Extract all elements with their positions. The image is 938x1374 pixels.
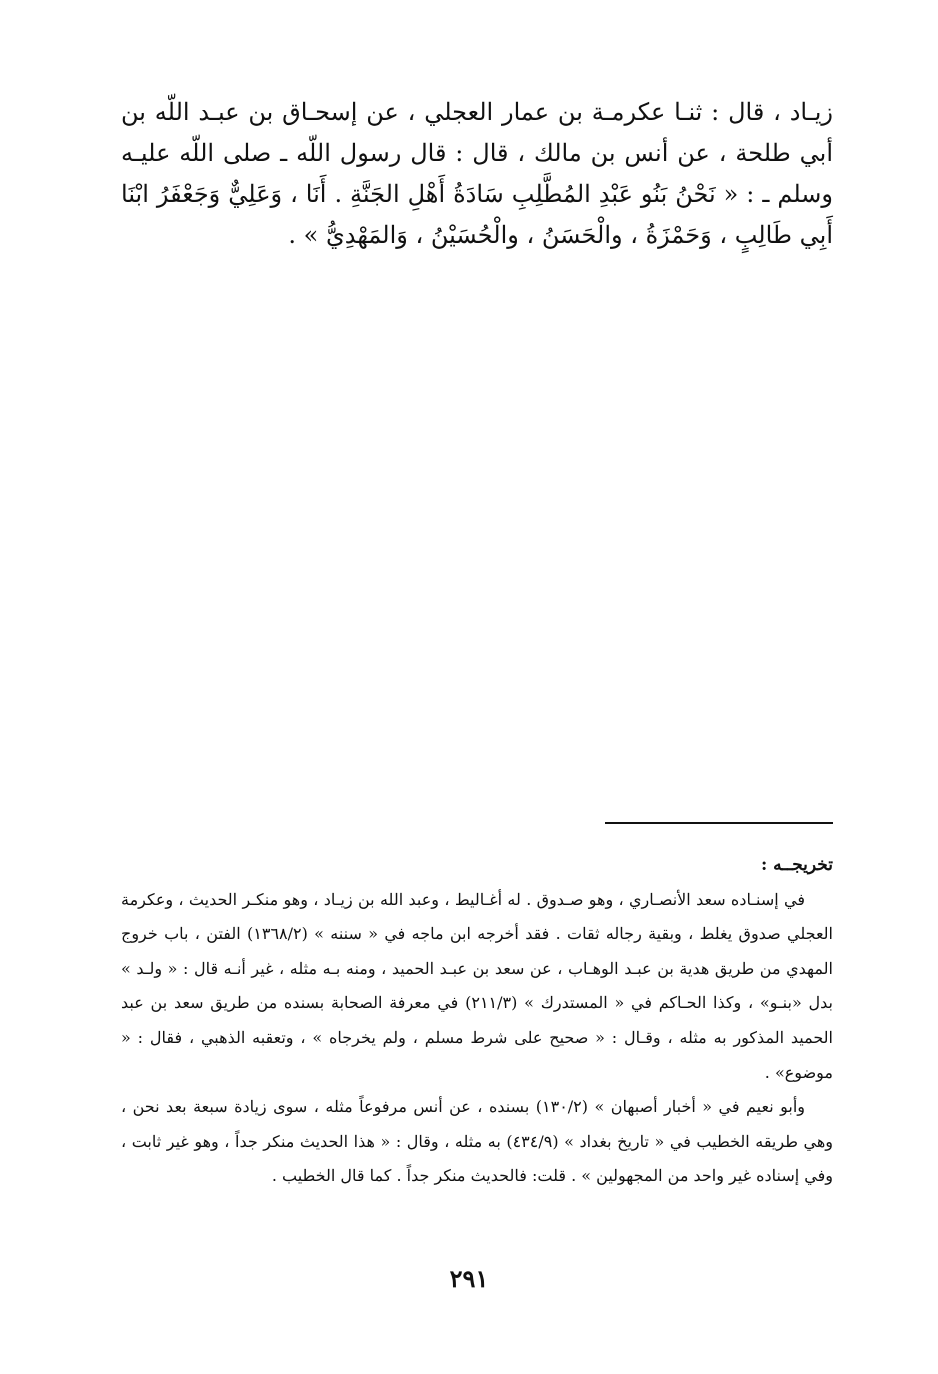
page-number: ٢٩١ — [449, 1264, 489, 1293]
main-text-block — [121, 92, 833, 256]
footnotes-section — [121, 848, 833, 1194]
footnote-divider — [605, 822, 833, 824]
footnote-paragraph: وأبو نعيم في « أخبار أصبهان » (١٣٠/٢) بسنده ، عن أنس مرفوعاً مثله ، سوى زيادة سبعة بعد نحن ، وهي طريقه الخطيب في « تاريخ بغداد » (٤٣٤/٩) به مثله ، وقال : « هذا الحديث منكر جداً ، وهو غير ثابت ، وفي إسناده غير واحد من المجهولين » . قلت: فالحديث منكر جداً . كما قال الخطيب . — [121, 1097, 833, 1186]
footnotes-heading: تخريجــه : — [760, 855, 833, 875]
main-paragraph: زيـاد ، قال : ثنـا عكرمـة بن عمار العجلي ، عن إسحـاق بن عبـد اللّه بن أبي طلحة ، عن أنس بن مالك ، قال : قال رسول اللّه ـ صلى اللّه عليـه وسلم ـ : « نَحْنُ بَنُو عَبْدِ المُطَّلِبِ سَادَةُ أَهْلِ الجَنَّةِ . أَنَا ، وَعَلِيٌّ وَجَعْفَرُ ابْنَا أَبِي طَالِبٍ ، وَحَمْزَةُ ، والْحَسَنُ ، والْحُسَيْنُ ، وَالمَهْدِيُّ » . — [121, 98, 833, 249]
footnote-paragraph: في إسنـاده سعد الأنصـاري ، وهو صـدوق . له أغـاليط ، وعبد الله بن زيـاد ، وهو منكـر الحديث ، وعكرمة العجلي صدوق يغلط ، وبقية رجاله ثقات . فقد أخرجه ابن ماجه في « سننه » (١٣٦٨/٢) الفتن ، باب خروج المهدي من طريق هدية بن عبـد الوهـاب ، عن سعد بن عبـد الحميد ، ومنه بـه مثله ، غير أنـه قال : « ولـد » بدل «بنـو» ، وكذا الحـاكم في « المستدرك » (٢١١/٣) في معرفة الصحابة بسنده من طريق سعد بن عبد الحميد المذكور به مثله ، وقـال : « صحيح على شرط مسلم ، ولم يخرجاه » ، وتعقبه الذهبي ، فقال : « موضوع» . — [121, 889, 833, 1082]
